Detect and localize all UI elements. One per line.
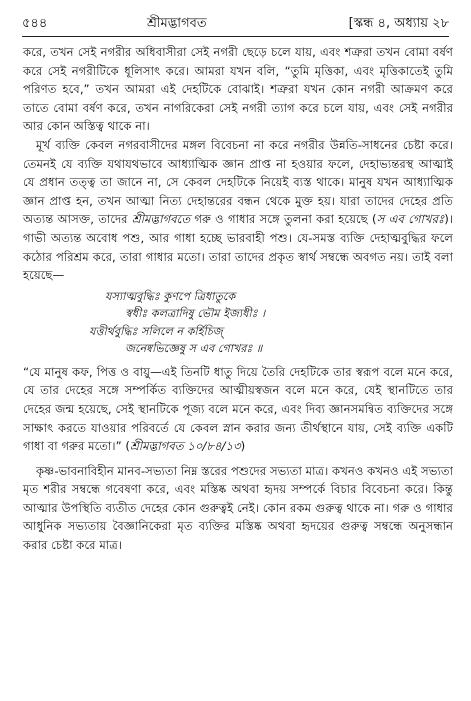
sanskrit-verse bbox=[23, 288, 453, 358]
paragraph-2-text-a: মূর্খ ব্যক্তি কেবল নগরবাসীদের মঙ্গল বিবেচনা না করে নগরীর উন্নতি-সাধনের চেষ্টা করে। তেমনই যে ব্যক্তি যথাযথভাবে আধ্যাত্মিক জ্ঞান প্রাপ্ত না হওয়ার ফলে, দেহাভ্যন্তরস্থ আত্মাই যে প্রধান তত্ত্ব তা জানে না, সে কেবল দেহটিকে নিয়েই ব্যস্ত থাকে। মানুষ যখন আধ্যাত্মিক জ্ঞান প্রাপ্ত হন, তখন আত্মা নিত্য দেহান্তরের বন্ধন থেকে মুক্ত হয়। যারা তাদের দেহের প্রতি অত্যন্ত আসক্ত, তাদের bbox=[23, 137, 453, 227]
verse-line-3: যত্তীর্থবুদ্ধিঃ সলিলে ন কর্হিচিজ্ bbox=[89, 324, 223, 338]
running-title: শ্রীমদ্ভাগবত bbox=[147, 16, 207, 31]
paragraph-2 bbox=[23, 136, 453, 285]
paragraph-2-quote: স এব গোখরঃ bbox=[376, 212, 445, 227]
verse-line-4: জনেষ্বভিজ্ঞেষু স এব গোখরঃ ॥ bbox=[125, 342, 263, 356]
paragraph-2-text-c: )। গাভী অত্যন্ত অবোধ পশু, আর গাধা হচ্ছে ভারবাহী পশু। যে-সমস্ত ব্যক্তি দেহাত্মবুদ্ধির ফলে কঠোর পরিশ্রম করে, তারা গাধার মতো। তারা তাদের প্রকৃত স্বার্থ সম্বন্ধে অবগত নয়। তাই বলা হয়েছে— bbox=[23, 212, 454, 283]
paragraph-3-reference: শ্রীমদ্ভাগবত ১০/৮৪/১৩ bbox=[129, 439, 241, 454]
header-rule bbox=[22, 36, 449, 37]
paragraph-2-text-b: গরু ও গাধার সঙ্গে তুলনা করা হয়েছে ( bbox=[190, 212, 377, 227]
paragraph-3-text-a: “যে মানুষ কফ, পিত্ত ও বায়ু—এই তিনটি ধাতু দিয়ে তৈরি দেহটিকে তার স্বরূপ বলে মনে করে, যে তার দেহের সঙ্গে সম্পর্কিত ব্যক্তিদের আত্মীয়স্বজন বলে মনে করে, যেই স্থানটিতে তার দেহের জন্ম হয়েছে, সেই স্থানটিকে পূজ্য বলে মনে করে, এবং দিব্য জ্ঞানসমন্বিত ব্যক্তিদের সঙ্গে সাক্ষাৎ করতে যাওয়ার পরিবর্তে যে কেবল স্নান করার জন্য তীর্থস্থানে যায়, সেই ব্যক্তি একটি গাধা বা গরুর মতো।” ( bbox=[23, 364, 453, 454]
paragraph-4: কৃষ্ণ-ভাবনাবিহীন মানব-সভ্যতা নিম্ন স্তরের পশুদের সভ্যতা মাত্র। কখনও কখনও এই সভ্যতা মৃত শরীর সম্বন্ধে গবেষণা করে, এবং মস্তিষ্ক অথবা হৃদয় সম্পর্কে বিচার বিবেচনা করে। কিন্তু আত্মার উপস্থিতি ব্যতীত দেহের কোন গুরুত্বই নেই। কোন রকম গুরুত্ব থাকে না। গরু ও গাধার আধুনিক সভ্যতায় বৈজ্ঞানিকেরা মৃত ব্যক্তির মস্তিষ্ক অথবা হৃদয়ের গুরুত্ব সম্বন্ধে অনুসন্ধান করার চেষ্টা করে মাত্র। bbox=[23, 463, 453, 553]
paragraph-1: করে, তখন সেই নগরীর অধিবাসীরা সেই নগরী ছেড়ে চলে যায়, এবং শত্রুরা তখন বোমা বর্ষণ করে সেই নগরীটিকে ধূলিসাৎ করে। আমরা যখন বলি, “তুমি মৃত্তিকা, এবং মৃত্তিকাতেই তুমি পরিণত হবে,” তখন আমরা এই দেহটিকে বোঝাই। শত্রুরা যখন কোন নগরী আক্রমণ করে তাতে বোমা বর্ষণ করে, তখন নাগরিকেরা সেই নগরী ত্যাগ করে চলে যায়, এবং সেই নগরীর আর কোন অস্তিত্ব থাকে না। bbox=[23, 45, 453, 134]
page-number: ৫৪৪ bbox=[22, 16, 48, 31]
paragraph-3 bbox=[23, 363, 453, 456]
verse-line-2: স্বধীঃ কলত্রাদিষু ভৌম ইজ্যধীঃ । bbox=[125, 307, 266, 321]
paragraph-2-source: শ্রীমদ্ভাগবতে bbox=[131, 212, 191, 227]
paragraph-3-text-b: ) bbox=[240, 439, 246, 454]
page-body bbox=[23, 43, 453, 555]
verse-line-1: যস্যাত্মবুদ্ধিঃ কুণপে ত্রিধাতুকে bbox=[105, 289, 236, 303]
chapter-reference: [স্কন্ধ ৪, অধ্যায় ২৮ bbox=[348, 16, 449, 31]
page-header bbox=[22, 12, 449, 34]
